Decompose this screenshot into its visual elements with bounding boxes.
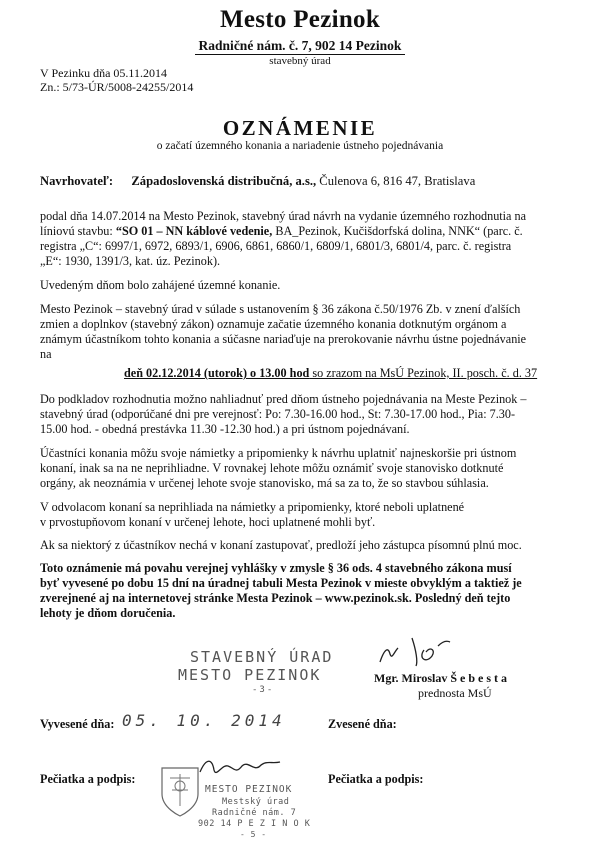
p1-line-2c: BA_Pezinok, Kučišdorfská dolina, NNK“ (parc. č. xyxy=(272,224,523,238)
office-stamp-line-1: STAVEBNÝ ÚRAD xyxy=(190,648,334,666)
p3-line-3: známym účastníkom tohto konania a súčasne nariaďuje na prerokovanie návrhu ústne pojednávanie xyxy=(40,332,527,346)
p4-line-1: Do podkladov rozhodnutia možno nahliadnuť pred dňom ústneho pojednávania na Meste Pezinok – xyxy=(40,392,527,406)
p2-text: Uvedeným dňom bolo zahájené územné konanie. xyxy=(40,278,281,292)
p4-line-3: 15.00 hod. - obedná prestávka 11.30 -12.30 hod.) a pri ústnom pojednávaní. xyxy=(40,422,410,436)
office-stamp-line-2: MESTO PEZINOK xyxy=(178,666,322,684)
p3-line-1: Mesto Pezinok – stavebný úrad v súlade s ustanovením § 36 zákona č.50/1976 Zb. v znení ďalších xyxy=(40,302,521,316)
p6-line-1: V odvolacom konaní sa neprihliada na námietky a pripomienky, ktoré neboli uplatnené xyxy=(40,500,465,514)
p1-line-1: podal dňa 14.07.2014 na Mesto Pezinok, stavebný úrad návrh na vydanie územného rozhodnutia na xyxy=(40,209,527,223)
city-seal-line-2: Mestský úrad xyxy=(222,797,290,807)
p1-line-2a: líniovú stavbu: xyxy=(40,224,116,238)
p3-line-4: na xyxy=(40,347,52,361)
proposer-label: Navrhovateľ: xyxy=(40,174,114,188)
p8-line-4: lehoty je dňom doručenia. xyxy=(40,606,176,620)
p8-line-3: zverejnené aj na internetovej stránke Mesta Pezinok – www.pezinok.sk. Posledný deň tejto xyxy=(40,591,511,605)
meeting-date: deň 02.12.2014 (utorok) o 13.00 hod xyxy=(124,366,310,380)
removed-label: Zvesené dňa: xyxy=(328,717,397,731)
signatory-name: Mgr. Miroslav Š e b e s t a xyxy=(374,671,507,685)
p5-line-1: Účastníci konania môžu svoje námietky a pripomienky k návrhu uplatniť najneskoršie pri ústnom xyxy=(40,446,517,460)
director-signature-icon xyxy=(372,632,462,672)
p8-line-1: Toto oznámenie má povahu verejnej vyhlášky v zmysle § 36 ods. 4 stavebného zákona musí xyxy=(40,561,512,575)
city-title: Mesto Pezinok xyxy=(219,6,381,33)
p1-line-2 xyxy=(40,224,570,239)
notice-subheading: o začatí územného konania a nariadenie ústneho pojednávania xyxy=(156,140,444,152)
project-name: “SO 01 – NN káblové vedenie, xyxy=(115,224,273,238)
date-line: V Pezinku dňa 05.11.2014 xyxy=(40,66,167,80)
seal-signature-icon xyxy=(196,752,286,782)
office-stamp-line-3: -3- xyxy=(252,685,275,695)
posted-date-handwritten: 05. 10. 2014 xyxy=(122,711,286,730)
city-seal-line-1: MESTO PEZINOK xyxy=(205,784,293,795)
p7-text: Ak sa niektorý z účastníkov nechá v konaní zastupovať, predloží jeho zástupca písomnú plnú moc. xyxy=(40,538,522,552)
reference-number: Zn.: 5/73-ÚR/5008-24255/2014 xyxy=(40,80,194,94)
meeting-details xyxy=(124,366,537,380)
city-seal-line-5: - 5 - xyxy=(240,830,267,839)
proposer-name: Západoslovenská distribučná, a.s., xyxy=(131,174,317,188)
city-seal-line-4: 902 14 P E Z I N O K xyxy=(198,819,311,829)
p6-line-2: v prvostupňovom konaní v určenej lehote, hoci uplatnené mohli byť. xyxy=(40,515,376,529)
p1-line-3: registra „C“: 6997/1, 6972, 6893/1, 6906, 6861, 6860/1, 6809/1, 6801/3, 6801/4, parc. č. registra xyxy=(40,239,512,253)
p5-line-2: konaní, inak sa na ne neprihliadne. V rovnakej lehote môžu oznámiť svoje stanovisko dotknuté xyxy=(40,461,504,475)
proposer-address: Čulenova 6, 816 47, Bratislava xyxy=(316,174,476,188)
office-name: stavebný úrad xyxy=(269,55,331,67)
seal-label-right: Pečiatka a podpis: xyxy=(328,772,424,786)
meeting-place: so zrazom na MsÚ Pezinok, II. posch. č. d. 37 xyxy=(309,366,538,380)
meeting-line xyxy=(124,366,574,381)
p3-line-2: zmien a doplnkov (stavebný zákon) oznamuje začatie územného konania dotknutým orgánom a xyxy=(40,317,507,331)
p1-line-4: „E“: 1930, 1391/3, kat. úz. Pezinok). xyxy=(40,254,221,268)
posted-label: Vyvesené dňa: xyxy=(40,717,115,731)
city-seal-line-3: Radničné nám. 7 xyxy=(212,808,297,818)
p4-line-2: stavebný úrad (odporúčané dni pre verejnosť: Po: 7.30-16.00 hod., St: 7.30-17.00 hod., Pia: 7.30- xyxy=(40,407,516,421)
city-address-text: Radničné nám. č. 7, 902 14 Pezinok xyxy=(195,38,406,55)
city-address xyxy=(0,38,600,54)
notice-heading: OZNÁMENIE xyxy=(222,116,378,140)
p8-line-2: byť vyvesené po dobu 15 dní na úradnej tabuli Mesta Pezinok v mieste obvyklým a taktiež je xyxy=(40,576,522,590)
p5-line-3: orgány, ak neoznámia v určenej lehote svoje stanovisko, má sa za to, že so stavbou súhlasia. xyxy=(40,476,489,490)
proposer-line xyxy=(40,174,570,189)
signatory-role: prednosta MsÚ xyxy=(418,686,492,700)
seal-label-left: Pečiatka a podpis: xyxy=(40,772,136,786)
